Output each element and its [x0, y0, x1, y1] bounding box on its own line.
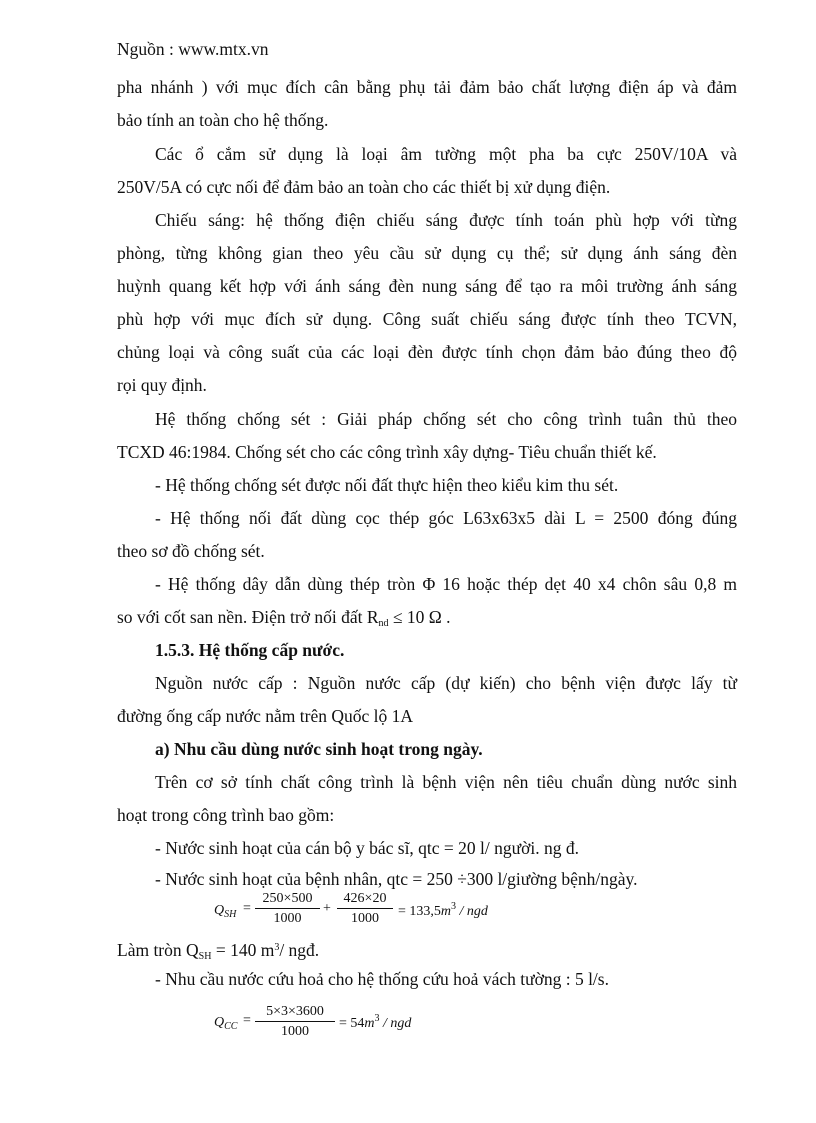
paragraph-line: theo sơ đồ chống sét.: [117, 541, 265, 561]
bullet-line: - Hệ thống nối đất dùng cọc thép góc L63x63x5 dài L = 2500 đóng đúng: [155, 508, 737, 528]
eq1-fraction-2-numerator: 426×20: [343, 891, 387, 906]
rounding-unit: / ngđ.: [279, 940, 320, 960]
paragraph-line-resistance: [117, 606, 737, 635]
eq1-result: = 133,5: [398, 904, 441, 919]
rounding-text: Làm tròn Q: [117, 940, 199, 960]
eq2-fraction: [255, 1004, 335, 1040]
eq1-plus: +: [323, 901, 331, 916]
bullet-line: - Nước sinh hoạt của cán bộ y bác sĩ, qtc = 20 l/ người. ng đ.: [155, 838, 579, 858]
paragraph-line: TCXD 46:1984. Chống sét cho các công trình xây dựng- Tiêu chuẩn thiết kế.: [117, 442, 657, 462]
rounding-value: = 140 m: [215, 940, 275, 960]
eq2-lhs: Q: [214, 1015, 225, 1030]
page-header-source: Nguồn : www.mtx.vn: [117, 39, 269, 59]
rounding-exponent: 3: [274, 942, 280, 953]
paragraph-line: Nguồn nước cấp : Nguồn nước cấp (dự kiến) cho bệnh viện được lấy từ: [155, 673, 737, 693]
bullet-line: - Nước sinh hoạt của bệnh nhân, qtc = 250 ÷300 l/giường bệnh/ngày.: [155, 869, 638, 889]
eq1-unit: m: [440, 904, 452, 919]
section-heading: 1.5.3. Hệ thống cấp nước.: [155, 640, 345, 660]
rounding-subscript: SH: [198, 951, 212, 962]
paragraph-line: hoạt trong công trình bao gồm:: [117, 805, 335, 825]
paragraph-line: đường ống cấp nước nằm trên Quốc lộ 1A: [117, 706, 414, 726]
eq1-fraction-2-denominator: 1000: [351, 911, 379, 926]
bullet-line: - Hệ thống chống sét được nối đất thực hiện theo kiểu kim thu sét.: [155, 475, 619, 495]
paragraph-line: pha nhánh ) với mục đích cân bằng phụ tải đảm bảo chất lượng điện áp và đảm: [117, 77, 737, 97]
eq2-fraction-numerator: 5×3×3600: [266, 1004, 324, 1019]
bullet-line: - Nhu cầu nước cứu hoả cho hệ thống cứu hoả vách tường : 5 l/s.: [155, 969, 609, 989]
eq2-unit-tail: / ngd: [383, 1016, 412, 1031]
eq2-unit: m: [364, 1016, 375, 1031]
paragraph-line: Hệ thống chống sét : Giải pháp chống sét cho công trình tuân thủ theo: [155, 409, 737, 429]
resistance-text: so với cốt san nền. Điện trở nối đất R: [117, 607, 379, 627]
paragraph-line: Chiếu sáng: hệ thống điện chiếu sáng được tính toán phù hợp với từng: [155, 210, 737, 230]
eq2-equals: =: [243, 1013, 251, 1028]
eq1-unit-exponent: 3: [451, 901, 457, 912]
resistance-value: ≤ 10 Ω .: [392, 607, 451, 627]
eq1-equals: =: [243, 901, 251, 916]
resistance-subscript: nd: [378, 618, 389, 629]
eq2-unit-exponent: 3: [374, 1013, 380, 1024]
paragraph-line: bảo tính an toàn cho hệ thống.: [117, 110, 329, 130]
eq1-unit-tail: / ngd: [459, 904, 488, 919]
eq1-fraction-1-numerator: 250×500: [262, 891, 313, 906]
subsection-heading: a) Nhu cầu dùng nước sinh hoạt trong ngày.: [155, 739, 483, 759]
bullet-line: - Hệ thống dây dẫn dùng thép tròn Φ 16 hoặc thép dẹt 40 x4 chôn sâu 0,8 m: [155, 574, 737, 594]
eq1-lhs-subscript: SH: [224, 909, 237, 920]
eq2-fraction-denominator: 1000: [281, 1024, 309, 1039]
eq1-fraction-1-denominator: 1000: [273, 911, 302, 926]
paragraph-line: huỳnh quang kết hợp với ánh sáng đèn nung sáng để tạo ra môi trường ánh sáng: [117, 276, 737, 296]
paragraph-line: Trên cơ sở tính chất công trình là bệnh viện nên tiêu chuẩn dùng nước sinh: [155, 772, 737, 792]
eq2-lhs-subscript: CC: [224, 1021, 238, 1032]
paragraph-line: Các ổ cắm sử dụng là loại âm tường một pha ba cực 250V/10A và: [155, 144, 737, 164]
paragraph-line: chủng loại và công suất của các loại đèn được tính chọn đảm bảo đúng theo độ: [117, 342, 737, 362]
eq1-fraction-2: [337, 891, 393, 927]
paragraph-line: phòng, từng không gian theo yêu cầu sử dụng cụ thể; sử dụng ánh sáng đèn: [117, 243, 737, 263]
paragraph-line: rọi quy định.: [117, 375, 207, 395]
paragraph-line: 250V/5A có cực nối để đảm bảo an toàn cho các thiết bị xử dụng điện.: [117, 177, 611, 197]
eq2-result: = 54: [339, 1016, 365, 1031]
paragraph-line: phù hợp với mục đích sử dụng. Công suất chiếu sáng được tính theo TCVN,: [117, 309, 737, 329]
eq1-lhs: Q: [214, 903, 225, 918]
rounding-line: [117, 937, 737, 968]
eq1-fraction-1: [255, 891, 320, 927]
